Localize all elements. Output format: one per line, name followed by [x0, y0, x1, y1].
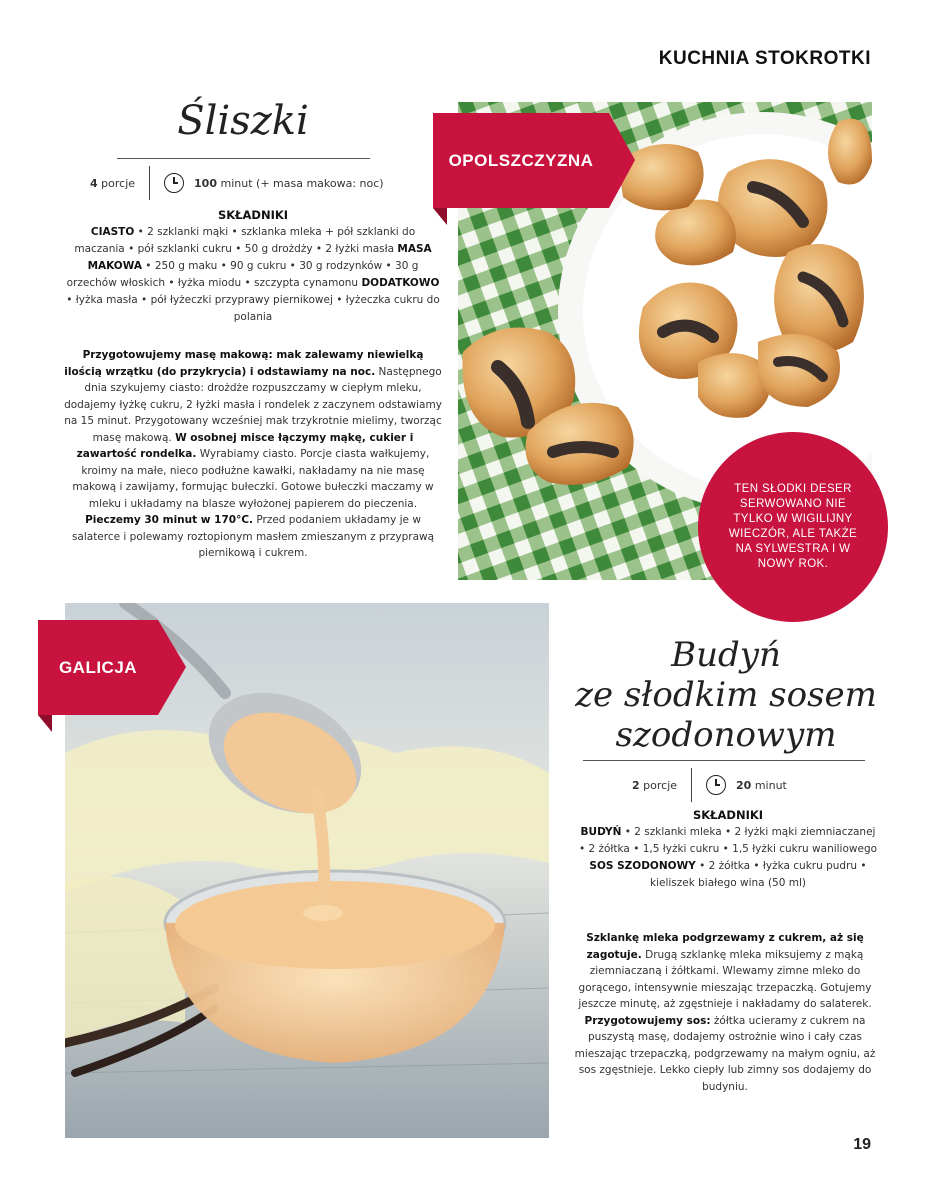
clock-icon [164, 173, 184, 193]
magazine-section-title: KUCHNIA STOKROTKI [658, 48, 871, 69]
ingredient-group: CIASTO • 2 szklanki mąki • szklanka mleka + pół szklanki do maczania • pół szklanki cukru • 50 g drożdży • 2 łyżki masła [74, 226, 416, 255]
page-number: 19 [853, 1136, 871, 1153]
portions: 4 porcje [90, 176, 136, 190]
recipe1-method: Przygotowujemy masę makową: mak zalewamy niewielką ilością wrzątku (do przykrycia) i odstawiamy na noc. Następnego dnia szykujemy ciasto: drożdże rozpuszczamy w ciepłym mleku, dodajemy łyżkę cukru, 2 łyżki masła i rondelek z zaczynem odstawiamy na 15 minut. Przygotowany wcześniej mak trzykrotnie mielimy, tworząc masę makową. W osobnej misce łączymy mąkę, cukier i zawartość rondelka. Wyrabiamy ciasto. Porcje ciasta wałkujemy, kroimy na małe, nieco podłużne kawałki, nakładamy na nie masę makową i zawijamy, formując bułeczki. Gotowe bułeczki maczamy w mleku i układamy na blasze wyłożonej papierem do pieczenia. Pieczemy 30 minut w 170°C. Przed podaniem układamy je w salaterce i polewamy roztopionym masłem zmieszanym z przyprawą piernikową i cukrem. [64, 349, 442, 559]
title-rule [117, 158, 370, 159]
meta-divider [149, 166, 150, 200]
clock-icon [706, 775, 726, 795]
callout-circle: TEN SŁODKI DESER SERWOWANO NIE TYLKO W WIGILIJNY WIECZÓR, ALE TAKŻE NA SYLWESTRA I W NOWY ROK. [698, 432, 888, 622]
recipe1-title: Śliszki [177, 98, 309, 144]
ribbon-tail [609, 113, 635, 208]
ingredients-list [66, 224, 440, 326]
recipe2-ingredients [578, 807, 878, 892]
ingredient-group: MASA MAKOWA • 250 g maku • 90 g cukru • 30 g rodzynków • 30 g orzechów włoskich • łyżka miodu • szczypta cynamonu [66, 243, 432, 289]
ingredient-group: SOS SZODONOWY • 2 żółtka • łyżka cukru pudru • kieliszek białego wina (50 ml) [589, 860, 867, 889]
time: 20 minut [736, 778, 787, 792]
ingredient-group: BUDYŃ • 2 szklanki mleka • 2 łyżki mąki ziemniaczanej • 2 żółtka • 1,5 łyżki cukru • 1,5 łyżki cukru waniliowego [578, 826, 878, 855]
recipe1-ingredients [66, 207, 440, 326]
recipe2-title: Budyń ze słodkim sosem szodonowym [575, 635, 877, 755]
recipe1-meta [90, 166, 410, 200]
ingredients-heading: SKŁADNIKI [217, 208, 289, 222]
portions: 2 porcje [632, 778, 678, 792]
title-rule [583, 760, 865, 761]
ingredients-heading: SKŁADNIKI [692, 808, 764, 822]
time: 100 minut (+ masa makowa: noc) [194, 176, 384, 190]
ingredient-group: DODATKOWO • łyżka masła • pół łyżeczki przyprawy piernikowej • łyżeczka cukru do polania [66, 277, 440, 323]
ingredients-list [578, 824, 878, 892]
region-ribbon-opolszczyzna: OPOLSZCZYZNA [433, 113, 609, 208]
recipe2-method: Szklankę mleka podgrzewamy z cukrem, aż się zagotuje. Drugą szklankę mleka miksujemy z mąką ziemniaczaną i żółtkami. Wlewamy zimne mleko do gorącego, intensywnie mieszając trzepaczką. Gotujemy jeszcze minutę, aż zgęstnieje i nakładamy do salaterek. Przygotowujemy sos: żółtka ucieramy z cukrem na puszystą masę, dodajemy ostrożnie wino i cały czas mieszając trzepaczką, podgrzewamy na małym ogniu, aż sos zgęstnieje. Lekko ciepły lub zimny sos dodajemy do budyniu. [574, 932, 876, 1093]
ribbon-tail [158, 620, 186, 715]
meta-divider [691, 768, 692, 802]
region-ribbon-galicja: GALICJA [38, 620, 158, 715]
recipe2-meta [632, 768, 872, 802]
